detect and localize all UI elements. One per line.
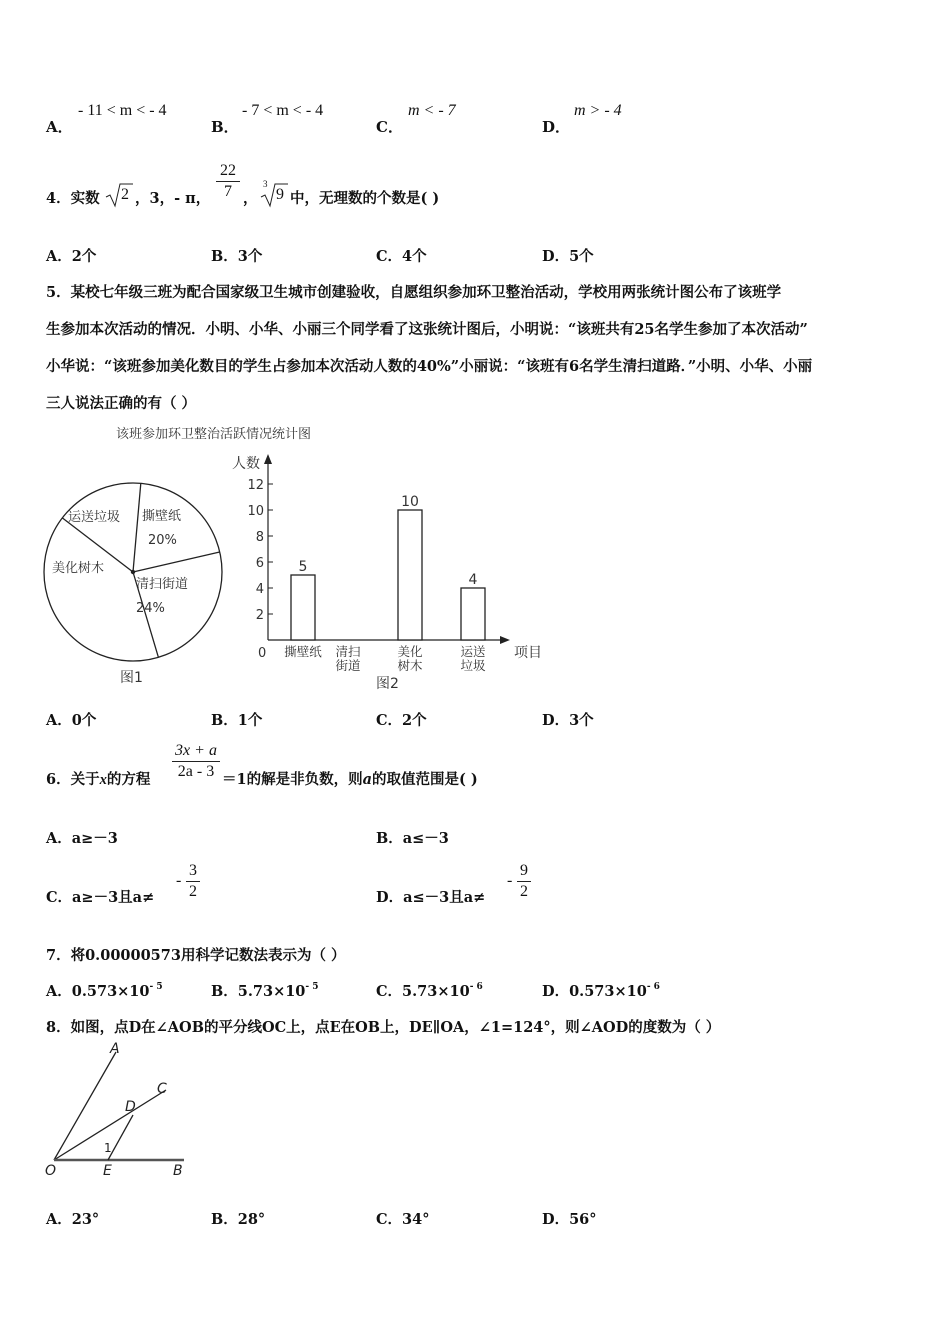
q6-option-c-neg: - [176,872,182,889]
pie-label-sweep: 清扫街道 [136,577,189,592]
q4-option-d[interactable]: D．5个 [542,248,594,265]
y-tick-label: 4 [255,582,264,597]
pie-label-beautify: 美化树木 [52,561,105,576]
q8-geometry-figure [40,1040,200,1180]
q6-option-d[interactable]: D．a≤－3且a≠ [376,889,486,906]
bar-ylabel: 人数 [232,456,260,472]
q3-option-b-expr: - 7 < m < - 4 [242,102,324,119]
segment-de [108,1115,133,1160]
q4-prefix: 4．实数 [46,190,100,207]
q5-option-b[interactable]: B．1个 [211,712,263,729]
bar-3 [461,588,485,640]
y-tick-label: 8 [255,530,264,545]
y-tick-label: 12 [247,478,264,493]
q5-line-1: 5．某校七年级三班为配合国家级卫生城市创建验收，自愿组织参加环卫整治活动，学校用两张统计图公布了该班学 [46,284,782,301]
q7-option-c[interactable]: C．$5.73\times 10^{- 6}$ [376,982,483,1000]
q6-stem-suffix: ＝1的解是非负数，则a的取值范围是( ) [222,771,478,788]
label-b: B [173,1163,183,1179]
label-e: E [103,1163,112,1179]
bar-category-label: 垃圾 [460,658,486,673]
pie-chart [44,483,222,686]
q3-option-c-expr: m < - 7 [408,102,456,119]
q7-stem: 7．将0.00000573用科学记数法表示为（ ） [46,947,346,964]
bar-category-label: 清扫 [335,644,361,659]
q6-option-d-fraction: 9 2 [517,862,531,901]
bar-2 [398,510,422,640]
q4-option-a[interactable]: A．2个 [46,248,97,265]
bar-value-label: 10 [401,494,419,510]
q3-option-a-expr: - 11 < m < - 4 [78,102,167,119]
q3-option-d-expr: m > - 4 [574,102,622,119]
q3-option-a[interactable]: A． [46,118,73,136]
q8-stem: 8．如图，点D在∠AOB的平分线OC上，点E在OB上，DE∥OA，∠1=124°，则∠AOD的度数为（ ） [46,1019,721,1036]
pie-caption: 图1 [120,670,143,686]
q8-option-a[interactable]: A．23° [46,1211,100,1228]
label-d: D [125,1099,136,1115]
q4-sep1: ，3，- π， [135,190,211,207]
q7-option-d[interactable]: D．$0.573\times 10^{- 6}$ [542,982,660,1000]
y-tick-label: 10 [247,504,264,519]
bar-category-label: 运送 [460,644,486,659]
q8-option-d[interactable]: D．56° [542,1211,597,1228]
q5-charts [30,420,560,695]
pie-percent-sweep: 24% [136,601,165,616]
q8-option-b[interactable]: B．28° [211,1211,266,1228]
label-o: O [45,1163,57,1179]
q6-option-a[interactable]: A．a≥－3 [46,830,118,847]
pie-label-transport: 运送垃圾 [68,510,121,525]
q5-option-c[interactable]: C．2个 [376,712,427,729]
q4-option-c[interactable]: C．4个 [376,248,427,265]
q5-option-a[interactable]: A．0个 [46,712,97,729]
q3-option-b[interactable]: B． [211,118,239,136]
q4-sep2: ， [243,190,258,207]
q6-option-b[interactable]: B．a≤－3 [376,830,449,847]
q7-option-b[interactable]: B．$5.73\times 10^{- 5}$ [211,982,319,1000]
q3-option-d[interactable]: D． [542,118,571,136]
pie-slice-boundary [133,552,220,572]
q6-fraction: 3x + a 2a - 3 [172,742,220,781]
q6-option-d-neg: - [507,872,513,889]
pie-label-peel: 撕壁纸 [142,509,182,524]
q8-option-c[interactable]: C．34° [376,1211,430,1228]
q4-suffix: 中，无理数的个数是( ) [290,190,440,207]
q7-option-a[interactable]: A．$0.573\times 10^{- 5}$ [46,982,163,1000]
y-tick-label: 6 [255,556,264,571]
bar-value-label: 4 [468,572,478,588]
q6-stem: 6．关于x的方程 [46,771,151,788]
bar-category-label: 树木 [397,658,423,673]
pie-percent-peel: 20% [148,533,177,548]
q5-line-2: 生参加本次活动的情况．小明、小华、小丽三个同学看了这张统计图后，小明说：“该班共有25名学生参加了本次活动” [46,321,808,338]
bar-chart [232,454,542,692]
label-angle-1: 1 [104,1141,112,1155]
bar-value-label: 5 [298,559,308,575]
bar-origin-label: 0 [258,646,267,661]
bar-xlabel: 项目 [514,645,542,661]
bar-category-label: 美化 [397,644,423,659]
y-tick-label: 2 [255,608,264,623]
q4-option-b[interactable]: B．3个 [211,248,263,265]
chart-title: 该班参加环卫整治活跃情况统计图 [116,427,312,442]
label-a: A [110,1041,120,1057]
q6-option-c[interactable]: C．a≥－3且a≠ [46,889,155,906]
label-c: C [157,1081,167,1097]
q5-line-4: 三人说法正确的有（ ） [46,395,197,412]
pie-slice-boundary [133,483,141,572]
bar-category-label: 街道 [335,658,361,673]
q4-fraction: 22 7 [216,162,240,201]
x-axis-arrow-icon [500,636,510,644]
y-axis-arrow-icon [264,454,272,464]
bar-caption: 图2 [376,676,399,692]
q6-option-c-fraction: 3 2 [186,862,200,901]
bar-0 [291,575,315,640]
q5-option-d[interactable]: D．3个 [542,712,594,729]
bar-category-label: 撕壁纸 [284,644,322,659]
pie-center [131,570,135,574]
q5-line-3: 小华说：“该班参加美化数目的学生占参加本次活动人数的40%”小丽说：“该班有6名学生清扫道路．”小明、小华、小丽 [46,358,813,375]
q3-option-c[interactable]: C． [376,118,403,136]
